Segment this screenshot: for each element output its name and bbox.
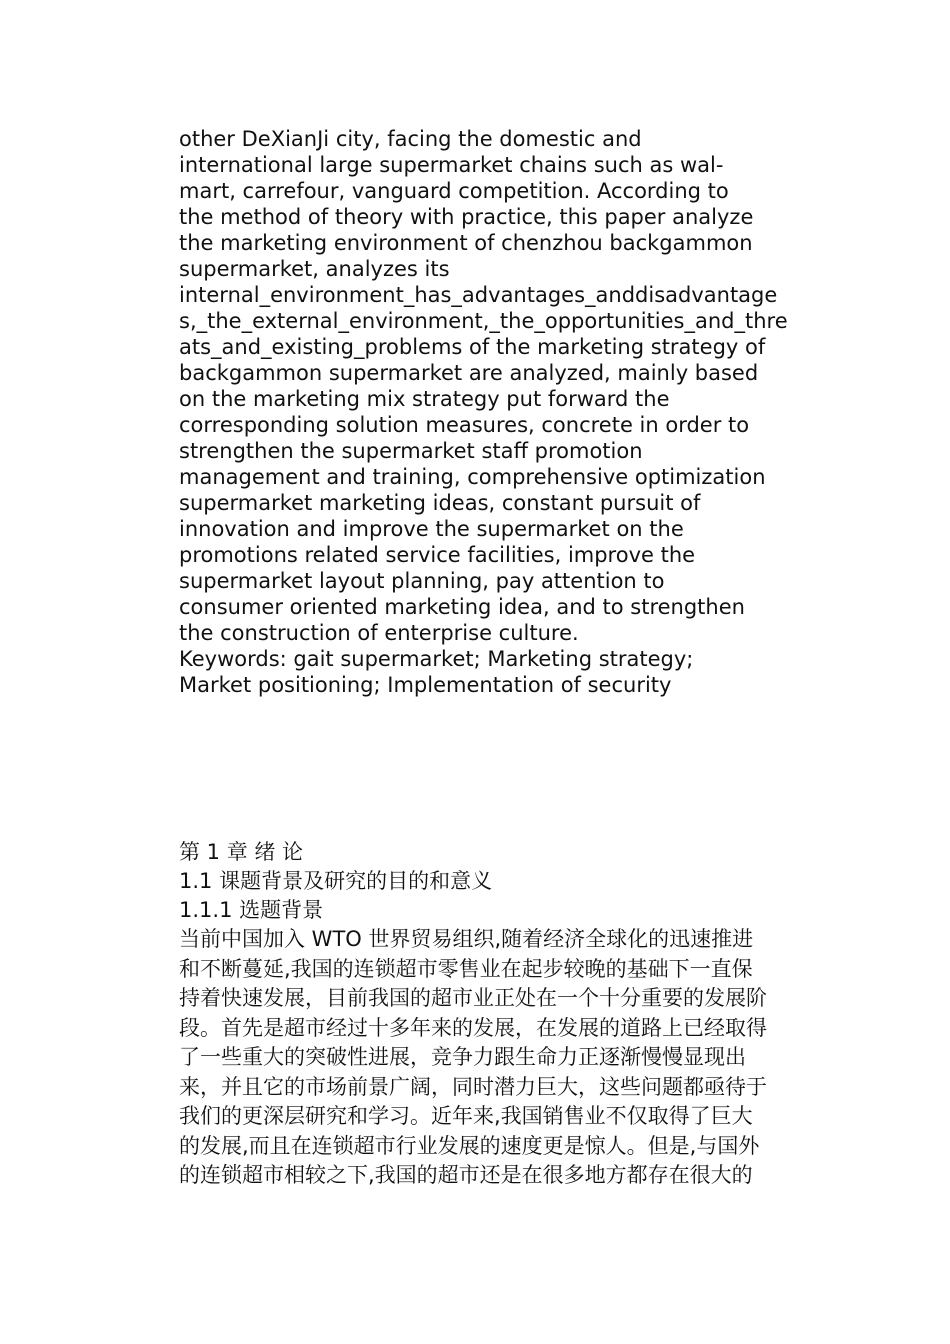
abstract-line: on the marketing mix strategy put forward the: [179, 387, 670, 411]
body-line: 了一些重大的突破性进展，竞争力跟生命力正逐渐慢慢显现出: [179, 1045, 746, 1069]
abstract-line: supermarket, analyzes its: [179, 257, 450, 281]
keywords-line: Keywords: gait supermarket; Marketing strategy;: [179, 647, 694, 671]
abstract-line: international large supermarket chains such as wal-: [179, 153, 724, 177]
chapter-title: 第 1 章 绪 论: [179, 840, 304, 864]
abstract-line: the marketing environment of chenzhou backgammon: [179, 231, 753, 255]
section-heading: 1.1 课题背景及研究的目的和意义: [179, 869, 493, 893]
english-abstract: [179, 126, 819, 698]
body-line: 当前中国加入 WTO 世界贸易组织,随着经济全球化的迅速推进: [179, 927, 754, 951]
abstract-line: other DeXianJi city, facing the domestic and: [179, 127, 642, 151]
abstract-line: ats_and_existing_problems of the marketing strategy of: [179, 335, 766, 359]
body-line: 的发展,而且在连锁超市行业发展的速度更是惊人。但是,与国外: [179, 1133, 760, 1158]
abstract-line: consumer oriented marketing idea, and to strengthen: [179, 595, 745, 619]
abstract-line: supermarket marketing ideas, constant pursuit of: [179, 491, 701, 515]
abstract-line: innovation and improve the supermarket on the: [179, 517, 684, 541]
abstract-line: the method of theory with practice, this paper analyze: [179, 205, 754, 229]
abstract-line: management and training, comprehensive optimization: [179, 465, 766, 489]
abstract-line: the construction of enterprise culture.: [179, 621, 579, 645]
abstract-line: supermarket layout planning, pay attention to: [179, 569, 665, 593]
abstract-line: promotions related service facilities, improve the: [179, 543, 696, 567]
abstract-line: s,_the_external_environment,_the_opportunities_and_thre: [179, 309, 788, 333]
body-line: 持着快速发展，目前我国的超市业正处在一个十分重要的发展阶: [179, 986, 767, 1010]
abstract-line: backgammon supermarket are analyzed, mainly based: [179, 361, 759, 385]
body-line: 我们的更深层研究和学习。近年来,我国销售业不仅取得了巨大: [179, 1104, 753, 1128]
body-line: 的连锁超市相较之下,我国的超市还是在很多地方都存在很大的: [179, 1163, 753, 1187]
abstract-line: corresponding solution measures, concrete in order to: [179, 413, 750, 437]
abstract-line: internal_environment_has_advantages_anddisadvantage: [179, 283, 778, 307]
subsection-heading: 1.1.1 选题背景: [179, 898, 324, 922]
chapter-one: [179, 838, 819, 1191]
abstract-line: mart, carrefour, vanguard competition. According to: [179, 179, 729, 203]
abstract-line: strengthen the supermarket staff promotion: [179, 439, 643, 463]
body-line: 段。首先是超市经过十多年来的发展，在发展的道路上已经取得: [179, 1015, 767, 1040]
body-line: 来，并且它的市场前景广阔，同时潜力巨大，这些问题都亟待于: [179, 1074, 767, 1099]
body-line: 和不断蔓延,我国的连锁超市零售业在起步较晚的基础下一直保: [179, 956, 753, 981]
keywords-line: Market positioning; Implementation of security: [179, 673, 672, 697]
